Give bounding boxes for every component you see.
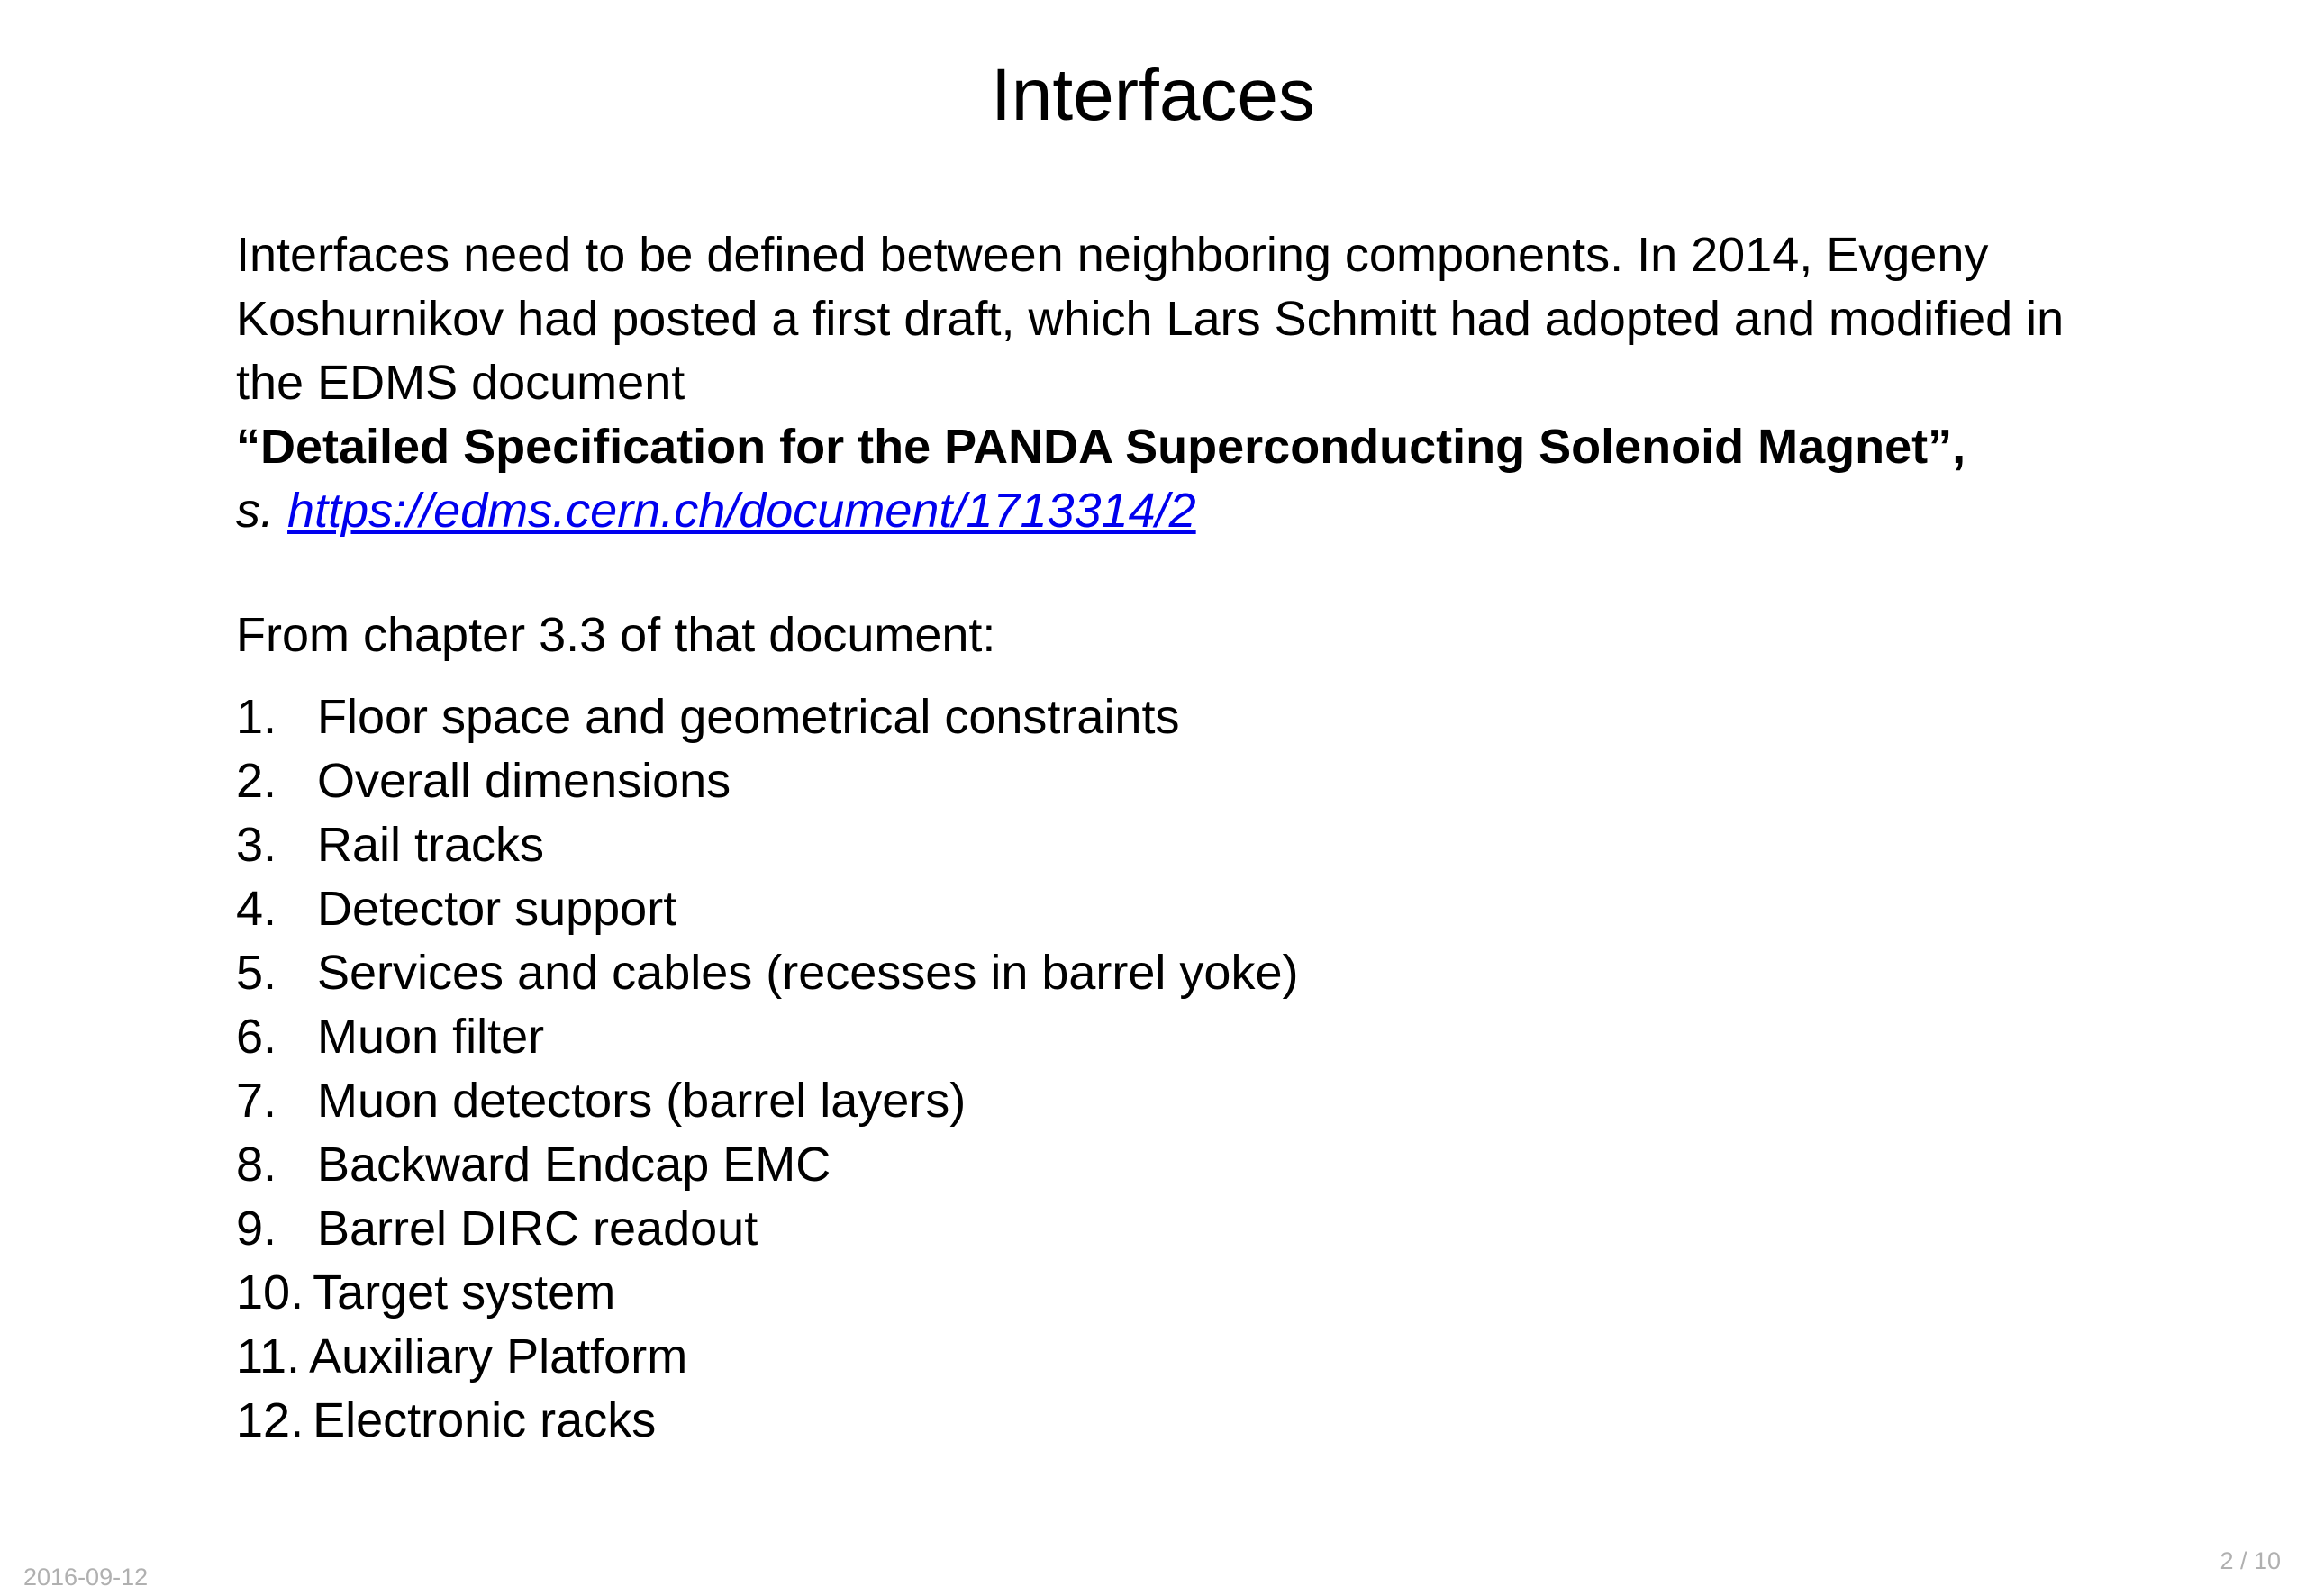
intro-block [236, 223, 2128, 543]
list-item-label: Detector support [317, 882, 677, 936]
list-item-label: Muon detectors (barrel layers) [317, 1074, 967, 1128]
list-item [236, 749, 2128, 813]
reference-prefix: s. [236, 484, 275, 538]
list-item-number: 3. [236, 818, 277, 872]
list-item [236, 685, 2128, 749]
list-item-number: 12. [236, 1393, 304, 1447]
list-item-label: Floor space and geometrical constraints [317, 690, 1180, 744]
chapter-intro: From chapter 3.3 of that document: [236, 608, 996, 662]
list-item-number: 5. [236, 946, 277, 1000]
list-item-label: Muon filter [317, 1010, 545, 1064]
list-item-label: Electronic racks [313, 1393, 657, 1447]
list-item [236, 813, 2128, 877]
page-number: 2 / 10 [2220, 1547, 2281, 1574]
list-item [236, 1389, 2128, 1453]
list-item-number: 10. [236, 1265, 304, 1319]
interface-list [236, 685, 2128, 1453]
list-item [236, 1005, 2128, 1069]
list-item-number: 9. [236, 1202, 277, 1256]
list-item-number: 2. [236, 754, 277, 808]
list-item [236, 941, 2128, 1005]
list-item-number: 6. [236, 1010, 277, 1064]
reference-line [236, 479, 2128, 543]
list-item [236, 877, 2128, 941]
list-item-number: 4. [236, 882, 277, 936]
document-title: “Detailed Specification for the PANDA Superconducting Solenoid Magnet”, [236, 420, 1966, 474]
footer-date: 2016-09-12 [23, 1564, 149, 1591]
list-item-label: Barrel DIRC readout [317, 1202, 758, 1256]
list-item-number: 1. [236, 690, 277, 744]
list-item-label: Overall dimensions [317, 754, 731, 808]
list-item-label: Backward Endcap EMC [317, 1138, 831, 1192]
slide-title: Interfaces [990, 54, 1316, 136]
list-item-number: 11. [236, 1329, 301, 1383]
list-item [236, 1261, 2128, 1325]
list-item-label: Services and cables (recesses in barrel yoke) [317, 946, 1299, 1000]
list-item-label: Rail tracks [317, 818, 545, 872]
intro-text: Interfaces need to be defined between neighboring components. In 2014, Evgeny Koshurnikov had posted a first draft, which Lars Schmitt had adopted and modified in the EDMS document [236, 228, 2065, 410]
list-item-number: 8. [236, 1138, 277, 1192]
list-item [236, 1069, 2128, 1133]
list-item [236, 1325, 2128, 1389]
edms-document-link[interactable]: https://edms.cern.ch/document/1713314/2 [287, 484, 1196, 538]
list-item [236, 1133, 2128, 1197]
list-item-number: 7. [236, 1074, 277, 1128]
slide-content [236, 223, 2128, 1453]
list-item-label: Auxiliary Platform [309, 1329, 688, 1383]
list-item [236, 1197, 2128, 1261]
list-item-label: Target system [313, 1265, 616, 1319]
